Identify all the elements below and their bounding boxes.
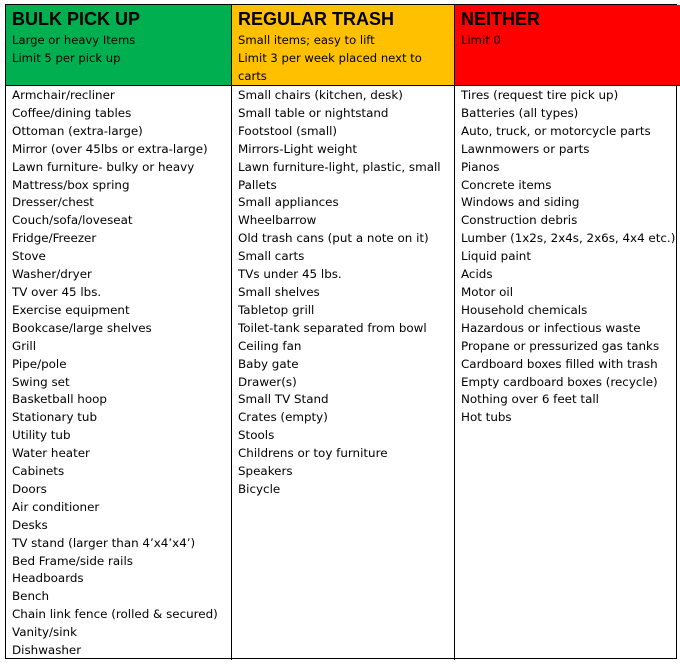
bulk-pickup-header bbox=[6, 5, 232, 86]
list-item: Mattress/box spring bbox=[12, 177, 130, 192]
list-item: Wheelbarrow bbox=[238, 213, 317, 228]
column-subtitle: carts bbox=[238, 69, 267, 83]
regular-trash-header bbox=[232, 5, 455, 86]
list-item: Hazardous or infectious waste bbox=[461, 320, 641, 335]
disposal-table bbox=[5, 4, 677, 659]
list-item: Concrete items bbox=[461, 177, 552, 192]
list-item: Ceiling fan bbox=[238, 338, 302, 353]
column-title: NEITHER bbox=[461, 9, 541, 29]
list-item: Lawnmowers or parts bbox=[461, 141, 590, 156]
list-item: Desks bbox=[12, 517, 48, 532]
list-item: Bench bbox=[12, 589, 50, 604]
list-item: Windows and siding bbox=[461, 195, 580, 210]
list-item: Auto, truck, or motorcycle parts bbox=[461, 123, 651, 138]
list-item: Bicycle bbox=[238, 481, 281, 496]
list-item: Mirror (over 45lbs or extra-large) bbox=[12, 141, 208, 156]
list-item: Household chemicals bbox=[461, 302, 588, 317]
column-subtitle: Limit 5 per pick up bbox=[12, 51, 121, 65]
list-item: Water heater bbox=[12, 446, 90, 461]
list-item: Cabinets bbox=[12, 464, 65, 479]
list-item: Cardboard boxes filled with trash bbox=[461, 356, 658, 371]
list-item: Exercise equipment bbox=[12, 302, 130, 317]
list-item: Childrens or toy furniture bbox=[238, 446, 388, 461]
list-item: Air conditioner bbox=[12, 499, 100, 514]
list-item: Grill bbox=[12, 338, 37, 353]
list-item: Dresser/chest bbox=[12, 195, 94, 210]
list-item: Armchair/recliner bbox=[12, 88, 115, 102]
column-subtitle: Limit 3 per week placed next to bbox=[238, 51, 422, 65]
list-item: Liquid paint bbox=[461, 249, 531, 264]
list-item: Mirrors-Light weight bbox=[238, 141, 358, 156]
bulk-pickup-list bbox=[6, 86, 232, 660]
list-item: TVs under 45 lbs. bbox=[238, 267, 342, 282]
list-item: Dishwasher bbox=[12, 643, 82, 658]
list-item: Pallets bbox=[238, 177, 277, 192]
list-item: Small chairs (kitchen, desk) bbox=[238, 88, 403, 102]
column-subtitle: Large or heavy Items bbox=[12, 33, 136, 47]
list-item: Hot tubs bbox=[461, 410, 512, 425]
list-item: Bed Frame/side rails bbox=[12, 553, 133, 568]
list-item: Small carts bbox=[238, 249, 305, 264]
list-item: Small shelves bbox=[238, 284, 320, 299]
list-item: Stools bbox=[238, 428, 275, 443]
list-item: Headboards bbox=[12, 571, 84, 586]
list-item: Basketball hoop bbox=[12, 392, 107, 407]
list-item: TV stand (larger than 4’x4’x4’) bbox=[12, 535, 196, 550]
list-item: Pipe/pole bbox=[12, 356, 67, 371]
list-item: Nothing over 6 feet tall bbox=[461, 392, 599, 407]
list-item: Coffee/dining tables bbox=[12, 105, 132, 120]
list-item: TV over 45 lbs. bbox=[12, 284, 102, 299]
list-item: Acids bbox=[461, 267, 493, 282]
list-item: Lawn furniture- bulky or heavy bbox=[12, 159, 195, 174]
list-item: Vanity/sink bbox=[12, 625, 77, 640]
list-item: Small appliances bbox=[238, 195, 339, 210]
list-item: Drawer(s) bbox=[238, 374, 297, 389]
column-subtitle: Small items; easy to lift bbox=[238, 33, 375, 47]
list-item: Fridge/Freezer bbox=[12, 231, 97, 246]
list-item: Old trash cans (put a note on it) bbox=[238, 231, 429, 246]
column-title: REGULAR TRASH bbox=[238, 9, 394, 29]
list-item: Bookcase/large shelves bbox=[12, 320, 152, 335]
list-item: Lawn furniture-light, plastic, small bbox=[238, 159, 441, 174]
neither-header bbox=[455, 5, 680, 86]
list-item: Pianos bbox=[461, 159, 500, 174]
list-item: Batteries (all types) bbox=[461, 105, 579, 120]
list-item: Small TV Stand bbox=[238, 392, 329, 407]
list-item: Stationary tub bbox=[12, 410, 98, 425]
list-item: Small table or nightstand bbox=[238, 105, 389, 120]
list-item: Footstool (small) bbox=[238, 123, 338, 138]
list-item: Tires (request tire pick up) bbox=[461, 88, 619, 102]
column-title: BULK PICK UP bbox=[12, 9, 141, 29]
list-item: Speakers bbox=[238, 464, 293, 479]
list-item: Propane or pressurized gas tanks bbox=[461, 338, 660, 353]
neither-list bbox=[455, 86, 680, 660]
list-item: Stove bbox=[12, 249, 46, 264]
list-item: Ottoman (extra-large) bbox=[12, 123, 143, 138]
list-item: Doors bbox=[12, 481, 47, 496]
list-item: Chain link fence (rolled & secured) bbox=[12, 607, 218, 622]
list-item: Swing set bbox=[12, 374, 70, 389]
list-item: Construction debris bbox=[461, 213, 578, 228]
column-subtitle: Limit 0 bbox=[461, 33, 501, 47]
list-item: Baby gate bbox=[238, 356, 299, 371]
list-item: Crates (empty) bbox=[238, 410, 328, 425]
list-item: Toilet-tank separated from bowl bbox=[238, 320, 427, 335]
list-item: Utility tub bbox=[12, 428, 71, 443]
list-item: Motor oil bbox=[461, 284, 514, 299]
list-item: Washer/dryer bbox=[12, 267, 92, 282]
regular-trash-list bbox=[232, 86, 455, 660]
list-item: Empty cardboard boxes (recycle) bbox=[461, 374, 658, 389]
list-item: Lumber (1x2s, 2x4s, 2x6s, 4x4 etc.) bbox=[461, 231, 676, 246]
list-item: Couch/sofa/loveseat bbox=[12, 213, 133, 228]
list-item: Tabletop grill bbox=[238, 302, 315, 317]
